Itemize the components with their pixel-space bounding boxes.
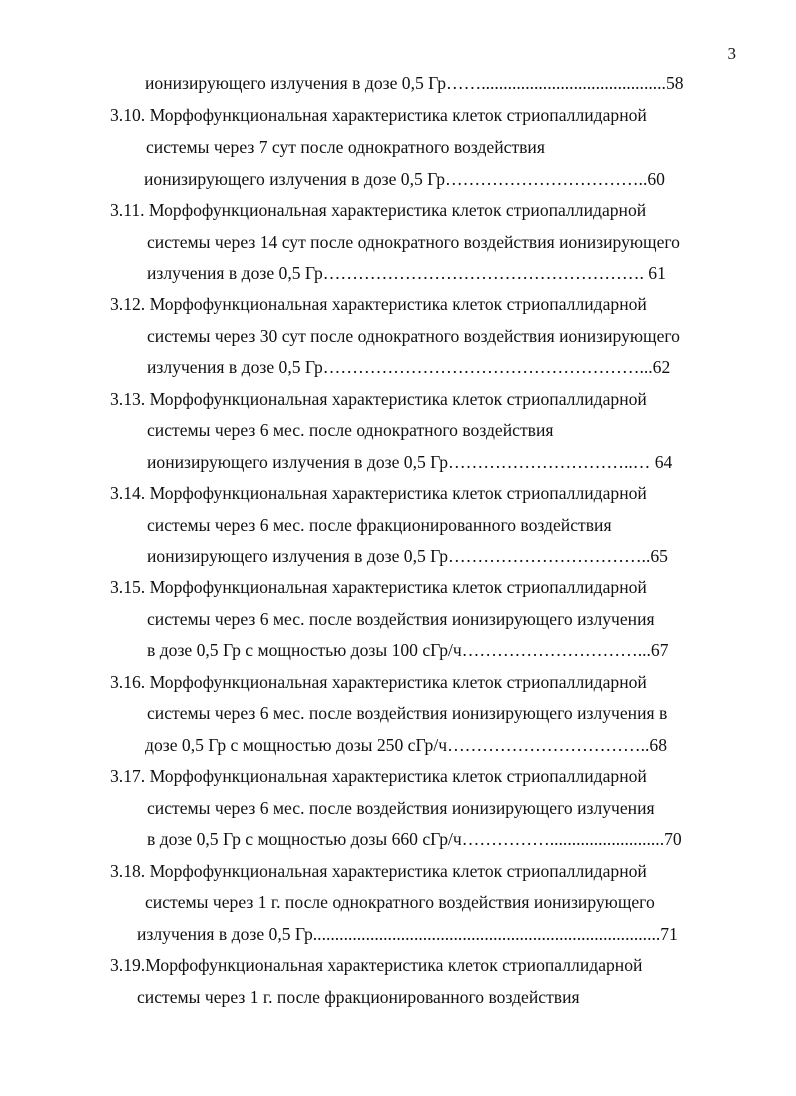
toc-line: излучения в дозе 0,5 Гр………………………………………………...62 [147,357,671,377]
toc-entry-title: 3.13. Морфофункциональная характеристика клеток стриопаллидарной [110,389,647,409]
toc-entry-title: 3.12. Морфофункциональная характеристика клеток стриопаллидарной [110,294,647,314]
toc-line: системы через 14 сут после однократного воздействия ионизирующего [147,232,680,252]
toc-entry-title: 3.11. Морфофункциональная характеристика клеток стриопаллидарной [110,200,647,220]
toc-line: системы через 1 г. после фракционированного воздействия [137,987,580,1007]
toc-line: излучения в дозе 0,5 Гр...............................................................................71 [137,924,678,944]
toc-line: ионизирующего излучения в дозе 0,5 Гр……..........................................58 [145,73,684,93]
toc-entry-title: 3.10. Морфофункциональная характеристика клеток стриопаллидарной [110,105,647,125]
toc-line: излучения в дозе 0,5 Гр………………………………………………. 61 [147,263,666,283]
toc-entry-title: 3.15. Морфофункциональная характеристика клеток стриопаллидарной [110,577,647,597]
toc-line: системы через 6 мес. после воздействия ионизирующего излучения [147,798,655,818]
toc-entry-title: 3.19.Морфофункциональная характеристика клеток стриопаллидарной [110,955,643,975]
toc-line: ионизирующего излучения в дозе 0,5 Гр…………………………..… 64 [147,452,673,472]
toc-line: дозе 0,5 Гр с мощностью дозы 250 сГр/ч……………………………..68 [145,735,667,755]
toc-line: ионизирующего излучения в дозе 0,5 Гр……………………………..65 [147,546,668,566]
toc-line: системы через 6 мес. после однократного воздействия [147,420,554,440]
toc-entry-title: 3.17. Морфофункциональная характеристика клеток стриопаллидарной [110,766,647,786]
toc-line: системы через 1 г. после однократного воздействия ионизирующего [145,892,655,912]
toc-line: в дозе 0,5 Гр с мощностью дозы 100 сГр/ч…………………………...67 [147,640,669,660]
toc-line: системы через 6 мес. после воздействия ионизирующего излучения [147,609,655,629]
toc-entry-title: 3.16. Морфофункциональная характеристика клеток стриопаллидарной [110,672,647,692]
toc-entry-title: 3.14. Морфофункциональная характеристика клеток стриопаллидарной [110,483,647,503]
toc-line: системы через 6 мес. после воздействия ионизирующего излучения в [147,703,668,723]
toc-line: в дозе 0,5 Гр с мощностью дозы 660 сГр/ч……………..........................70 [147,829,682,849]
toc-line: системы через 30 сут после однократного воздействия ионизирующего [147,326,680,346]
toc-line: ионизирующего излучения в дозе 0,5 Гр……………………………..60 [144,169,665,189]
toc-entry-title: 3.18. Морфофункциональная характеристика клеток стриопаллидарной [110,861,647,881]
page-number: 3 [727,44,736,63]
toc-line: системы через 6 мес. после фракционированного воздействия [147,515,612,535]
toc-line: системы через 7 сут после однократного воздействия [146,137,545,157]
